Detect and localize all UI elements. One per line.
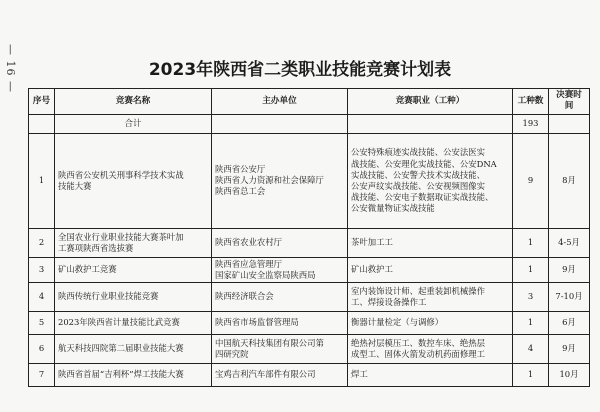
header-final-time: 决赛时间	[549, 89, 590, 115]
row-name-line: 2023年陕西省计量技能比武竞赛	[58, 317, 180, 328]
table-row	[29, 228, 590, 257]
header-organizer: 主办单位	[212, 89, 348, 115]
row-name-line: 技能大赛	[58, 180, 92, 191]
row-count: 1	[513, 363, 549, 386]
header-count: 工种数	[513, 89, 549, 115]
row-organizer-line: 宝鸡吉利汽车部件有限公司	[215, 369, 316, 380]
table-row	[29, 311, 590, 334]
row-time: 9月	[549, 257, 590, 282]
row-occupation	[348, 334, 513, 363]
row-occupation-line: 茶叶加工工	[351, 237, 393, 248]
row-name	[55, 311, 212, 334]
row-time: 7-10月	[549, 282, 590, 311]
row-name-line: 陕西传统行业职业技能竞赛	[58, 291, 159, 302]
row-name	[55, 228, 212, 257]
row-name	[55, 257, 212, 282]
row-time: 4-5月	[549, 228, 590, 257]
table-row	[29, 257, 590, 282]
row-organizer-line: 陕西省应急管理厅	[215, 258, 282, 269]
row-seq: 2	[29, 228, 55, 257]
row-organizer-line: 国家矿山安全监察局陕西局	[215, 269, 316, 280]
row-occupation-line: 公安声纹实战技能、公安视频图像实	[351, 180, 485, 191]
total-count: 193	[513, 114, 549, 133]
total-row	[29, 114, 590, 133]
total-organizer-cell	[212, 114, 348, 133]
row-name	[55, 334, 212, 363]
competition-plan-table	[28, 88, 590, 387]
header-occupation: 竞赛职业（工种）	[348, 89, 513, 115]
row-organizer	[212, 334, 348, 363]
row-occupation-line: 公安特殊痕迹实战技能、公安法医实	[351, 147, 485, 158]
row-organizer	[212, 228, 348, 257]
row-time: 8月	[549, 133, 590, 228]
row-occupation-line: 实战技能、公安警犬技术实战技能、	[351, 169, 485, 180]
table-row	[29, 334, 590, 363]
row-organizer	[212, 133, 348, 228]
row-seq: 3	[29, 257, 55, 282]
row-seq: 7	[29, 363, 55, 386]
row-organizer-line: 陕西省市场监督管理局	[215, 317, 299, 328]
total-seq-cell	[29, 114, 55, 133]
row-seq: 6	[29, 334, 55, 363]
row-occupation-line: 战技能、公安电子数据取证实战技能、	[351, 191, 494, 202]
row-count: 4	[513, 334, 549, 363]
header-seq: 序号	[29, 89, 55, 115]
total-label: 合计	[55, 114, 212, 133]
row-occupation-line: 绝热衬层模压工、数控车床、绝热层	[351, 337, 485, 348]
row-organizer-line: 陕西省人力资源和社会保障厅	[215, 175, 324, 186]
row-occupation-line: 矿山救护工	[351, 264, 393, 275]
row-occupation-line: 公安微量物证实战技能	[351, 202, 435, 213]
page-number: — 16 —	[4, 44, 17, 93]
row-organizer-line: 中国航天科技集团有限公司第	[215, 337, 324, 348]
row-name-line: 陕西省首届“吉利杯”焊工技能大赛	[58, 369, 184, 380]
row-occupation	[348, 257, 513, 282]
row-occupation	[348, 311, 513, 334]
row-organizer-line: 陕西经济联合会	[215, 291, 274, 302]
row-occupation-line: 室内装饰设计师、起重装卸机械操作	[351, 285, 485, 296]
table-row	[29, 363, 590, 386]
total-time-cell	[549, 114, 590, 133]
total-occupation-cell	[348, 114, 513, 133]
header-name: 竞赛名称	[55, 89, 212, 115]
row-occupation-line: 工、焊接设备操作工	[351, 296, 427, 307]
row-name	[55, 133, 212, 228]
row-seq: 1	[29, 133, 55, 228]
row-occupation-line: 焊工	[351, 369, 368, 380]
table-row	[29, 133, 590, 228]
row-name	[55, 282, 212, 311]
row-name-line: 全国农业行业职业技能大赛茶叶加	[58, 231, 184, 242]
row-organizer-line: 陕西省总工会	[215, 186, 266, 197]
row-occupation	[348, 133, 513, 228]
row-name-line: 航天科技四院第二届职业技能大赛	[58, 343, 184, 354]
row-occupation	[348, 228, 513, 257]
row-occupation-line: 战技能、公安理化实战技能、公安DNA	[351, 158, 497, 169]
row-seq: 4	[29, 282, 55, 311]
row-organizer	[212, 363, 348, 386]
row-name	[55, 363, 212, 386]
row-time: 10月	[549, 363, 590, 386]
row-name-line: 陕西省公安机关刑事科学技术实战	[58, 169, 184, 180]
table-header-row	[29, 89, 590, 115]
row-organizer-line: 陕西省农业农村厅	[215, 237, 282, 248]
row-organizer	[212, 282, 348, 311]
row-count: 1	[513, 257, 549, 282]
row-count: 3	[513, 282, 549, 311]
row-name-line: 矿山救护工竞赛	[58, 264, 117, 275]
row-organizer	[212, 257, 348, 282]
row-organizer	[212, 311, 348, 334]
row-occupation	[348, 363, 513, 386]
row-seq: 5	[29, 311, 55, 334]
row-occupation-line: 成型工、固体火箭发动机药面修理工	[351, 348, 485, 359]
row-time: 6月	[549, 311, 590, 334]
row-organizer-line: 陕西省公安厅	[215, 164, 266, 175]
row-name-line: 工赛项陕西省选拔赛	[58, 242, 134, 253]
row-count: 9	[513, 133, 549, 228]
row-occupation-line: 衡器计量检定（与调修）	[351, 317, 444, 328]
row-organizer-line: 四研究院	[215, 348, 249, 359]
table-row	[29, 282, 590, 311]
row-time: 9月	[549, 334, 590, 363]
page-title: 2023年陕西省二类职业技能竞赛计划表	[148, 60, 452, 80]
row-count: 1	[513, 228, 549, 257]
row-count: 1	[513, 311, 549, 334]
row-occupation	[348, 282, 513, 311]
